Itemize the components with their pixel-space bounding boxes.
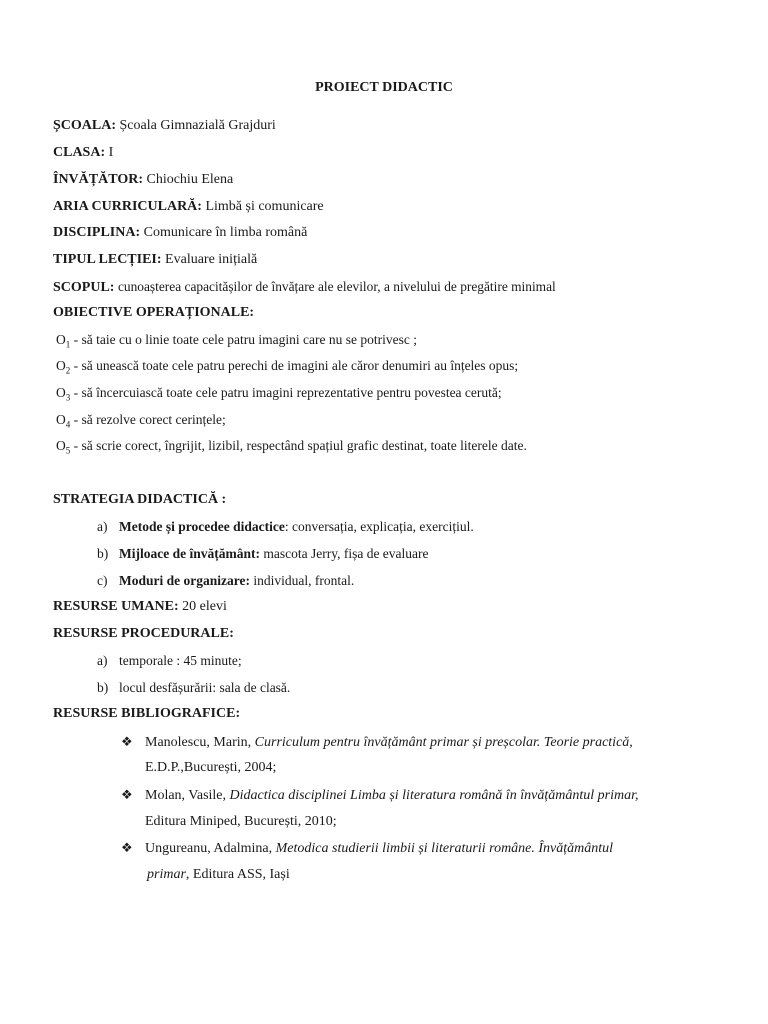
objective-sub: 3 <box>65 392 71 403</box>
bib-author: Molan, Vasile, <box>145 788 230 803</box>
header-curricular-area <box>53 198 324 216</box>
objective-item <box>56 331 417 354</box>
objective-text: - să scrie corect, îngrijit, lizibil, respectând spațiul grafic destinat, toate literele date. <box>70 438 527 453</box>
bib-work: Curriculum pentru învățământ primar și preșcolar. Teorie practică <box>254 735 630 750</box>
header-value: Școala Gimnazială Grajduri <box>119 118 276 133</box>
header-value: Comunicare în limba română <box>143 225 308 240</box>
bibliography-heading: RESURSE BIBLIOGRAFICE: <box>53 706 241 721</box>
header-label: ÎNVĂȚĂTOR: <box>53 172 143 187</box>
bibliography-item <box>121 786 639 805</box>
procedural-heading: RESURSE PROCEDURALE: <box>53 626 234 641</box>
strategy-value: : conversația, explicația, exercițiul. <box>284 519 474 534</box>
header-label: CLASA: <box>53 145 106 160</box>
bibliography-continuation <box>145 759 276 777</box>
objective-sub: 2 <box>65 365 71 376</box>
bib-author: Ungureanu, Adalmina, <box>145 841 276 856</box>
strategy-label: Moduri de organizare: <box>119 573 250 588</box>
header-value: Limbă și comunicare <box>205 199 324 214</box>
procedural-text: temporale : 45 minute; <box>119 653 242 668</box>
diamond-bullet-icon: ❖ <box>121 787 133 802</box>
procedural-item <box>97 652 242 670</box>
bib-author: Manolescu, Marin, <box>145 735 255 750</box>
header-value: Evaluare inițială <box>165 252 258 267</box>
header-value: cunoașterea capacitășilor de învățare ale elevilor, a nivelului de pregătire minimal <box>117 279 556 294</box>
human-resources <box>53 598 227 616</box>
objective-code: O <box>56 332 66 347</box>
strategy-item <box>97 545 429 563</box>
objective-text: - să rezolve corect cerințele; <box>70 412 226 427</box>
bib-cont: E.D.P.,București, 2004; <box>145 760 277 775</box>
bib-work: Didactica disciplinei Limba și literatura română în învățământul primar, <box>229 788 639 803</box>
bib-cont: Editura Miniped, București, 2010; <box>145 814 337 829</box>
bibliography-item <box>121 733 633 752</box>
list-marker: a) <box>97 653 108 668</box>
list-marker: b) <box>97 680 109 695</box>
objective-text: - să taie cu o linie toate cele patru imagini care nu se potrivesc ; <box>70 332 417 347</box>
bibliography-item <box>121 839 613 858</box>
objective-code: O <box>56 412 66 427</box>
header-value: Chiochiu Elena <box>146 172 234 187</box>
list-marker: b) <box>97 546 109 561</box>
header-lesson-type <box>53 251 257 269</box>
objectives-heading: OBIECTIVE OPERAȚIONALE: <box>53 305 255 320</box>
strategy-item <box>97 572 354 590</box>
objective-code: O <box>56 385 66 400</box>
header-purpose <box>53 278 556 297</box>
diamond-bullet-icon: ❖ <box>121 734 133 749</box>
header-label: ȘCOALA: <box>53 118 117 133</box>
strategy-heading: STRATEGIA DIDACTICĂ : <box>53 492 227 507</box>
objective-item <box>56 437 527 460</box>
header-class <box>53 144 113 162</box>
bib-cont: , Editura ASS, Iași <box>185 867 290 882</box>
header-teacher <box>53 171 233 189</box>
strategy-value: individual, frontal. <box>249 573 355 588</box>
header-value: I <box>108 145 114 160</box>
header-label: ARIA CURRICULARĂ: <box>53 199 202 214</box>
bibliography-continuation <box>147 866 290 884</box>
header-discipline <box>53 224 307 242</box>
objective-sub: 4 <box>65 419 71 430</box>
objective-code: O <box>56 358 66 373</box>
bib-cont-work: primar <box>147 867 186 882</box>
strategy-label: Metode și procedee didactice <box>119 519 285 534</box>
human-resources-value: 20 elevi <box>178 599 227 614</box>
list-marker: a) <box>97 519 108 534</box>
strategy-value: mascota Jerry, fișa de evaluare <box>259 546 429 561</box>
list-marker: c) <box>97 573 108 588</box>
objective-sub: 1 <box>65 339 71 350</box>
header-school <box>53 117 276 135</box>
procedural-text: locul desfășurării: sala de clasă. <box>119 680 291 695</box>
header-label: TIPUL LECȚIEI: <box>53 252 162 267</box>
bib-rest: , <box>629 735 633 750</box>
human-resources-label: RESURSE UMANE: <box>53 599 179 614</box>
procedural-item <box>97 679 290 697</box>
objective-text: - să unească toate cele patru perechi de imagini ale căror denumiri au înțeles opus; <box>70 358 519 373</box>
strategy-label: Mijloace de învățământ: <box>119 546 260 561</box>
diamond-bullet-icon: ❖ <box>121 840 133 855</box>
header-label: DISCIPLINA: <box>53 225 141 240</box>
header-label: SCOPUL: <box>53 280 115 295</box>
strategy-item <box>97 518 474 536</box>
objective-code: O <box>56 438 66 453</box>
bibliography-continuation <box>145 813 337 831</box>
objective-text: - să încercuiască toate cele patru imagini reprezentative pentru povestea cerută; <box>70 385 502 400</box>
objective-item <box>56 357 518 380</box>
bib-work: Metodica studierii limbii și literaturii române. Învățământul <box>275 841 614 856</box>
objective-item <box>56 411 226 434</box>
page-title: PROIECT DIDACTIC <box>315 80 453 95</box>
objective-item <box>56 384 502 407</box>
objective-sub: 5 <box>65 445 71 456</box>
